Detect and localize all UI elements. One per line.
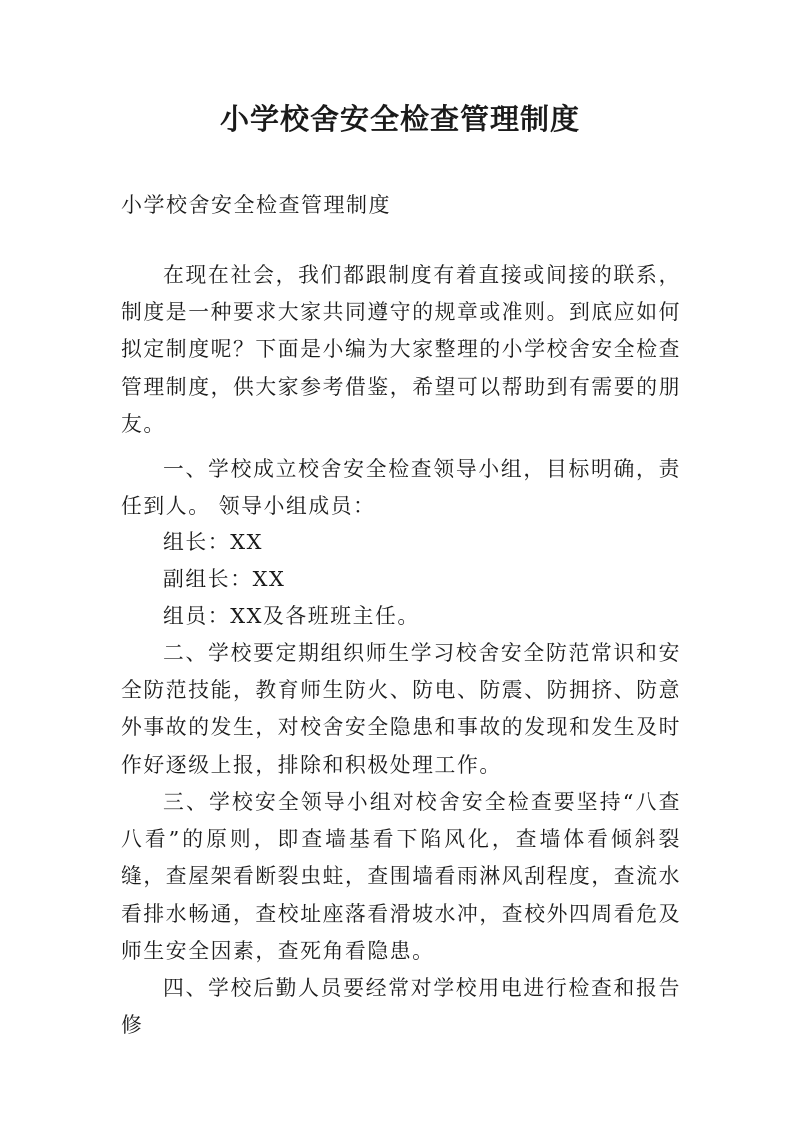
section-2-paragraph: 二、学校要定期组织师生学习校舍安全防范常识和安全防范技能，教育师生防火、防电、防震、防拥挤、防意外事故的发生，对校舍安全隐患和事故的发现和发生及时作好逐级上报，排除和积极处理工作。 (121, 641, 681, 777)
section-1-paragraph: 一、学校成立校舍安全检查领导小组，目标明确，责任到人。 领导小组成员： (121, 457, 681, 519)
document-title: 小学校舍安全检查管理制度 (219, 102, 580, 136)
section-3-paragraph: 三、学校安全领导小组对校舍安全检查要坚持“八查八看”的原则，即查墙基看下陷风化，查墙体看倾斜裂缝，查屋架看断裂虫蛀，查围墙看雨淋风刮程度，查流水看排水畅通，查校址座落看滑坡水冲，查校外四周看危及师生安全因素，查死角看隐患。 (121, 790, 681, 963)
members-line: 组员：XX及各班班主任。 (163, 604, 420, 628)
intro-paragraph: 在现在社会，我们都跟制度有着直接或间接的联系，制度是一种要求大家共同遵守的规章或准则。到底应如何拟定制度呢？下面是小编为大家整理的小学校舍安全检查管理制度，供大家参考借鉴，希望可以帮助到有需要的朋友。 (121, 263, 681, 436)
deputy-leader-line: 副组长：XX (163, 567, 286, 591)
leader-line: 组长：XX (163, 530, 264, 554)
document-subtitle: 小学校舍安全检查管理制度 (121, 193, 391, 217)
section-4-paragraph: 四、学校后勤人员要经常对学校用电进行检查和报告修 (121, 976, 681, 1038)
